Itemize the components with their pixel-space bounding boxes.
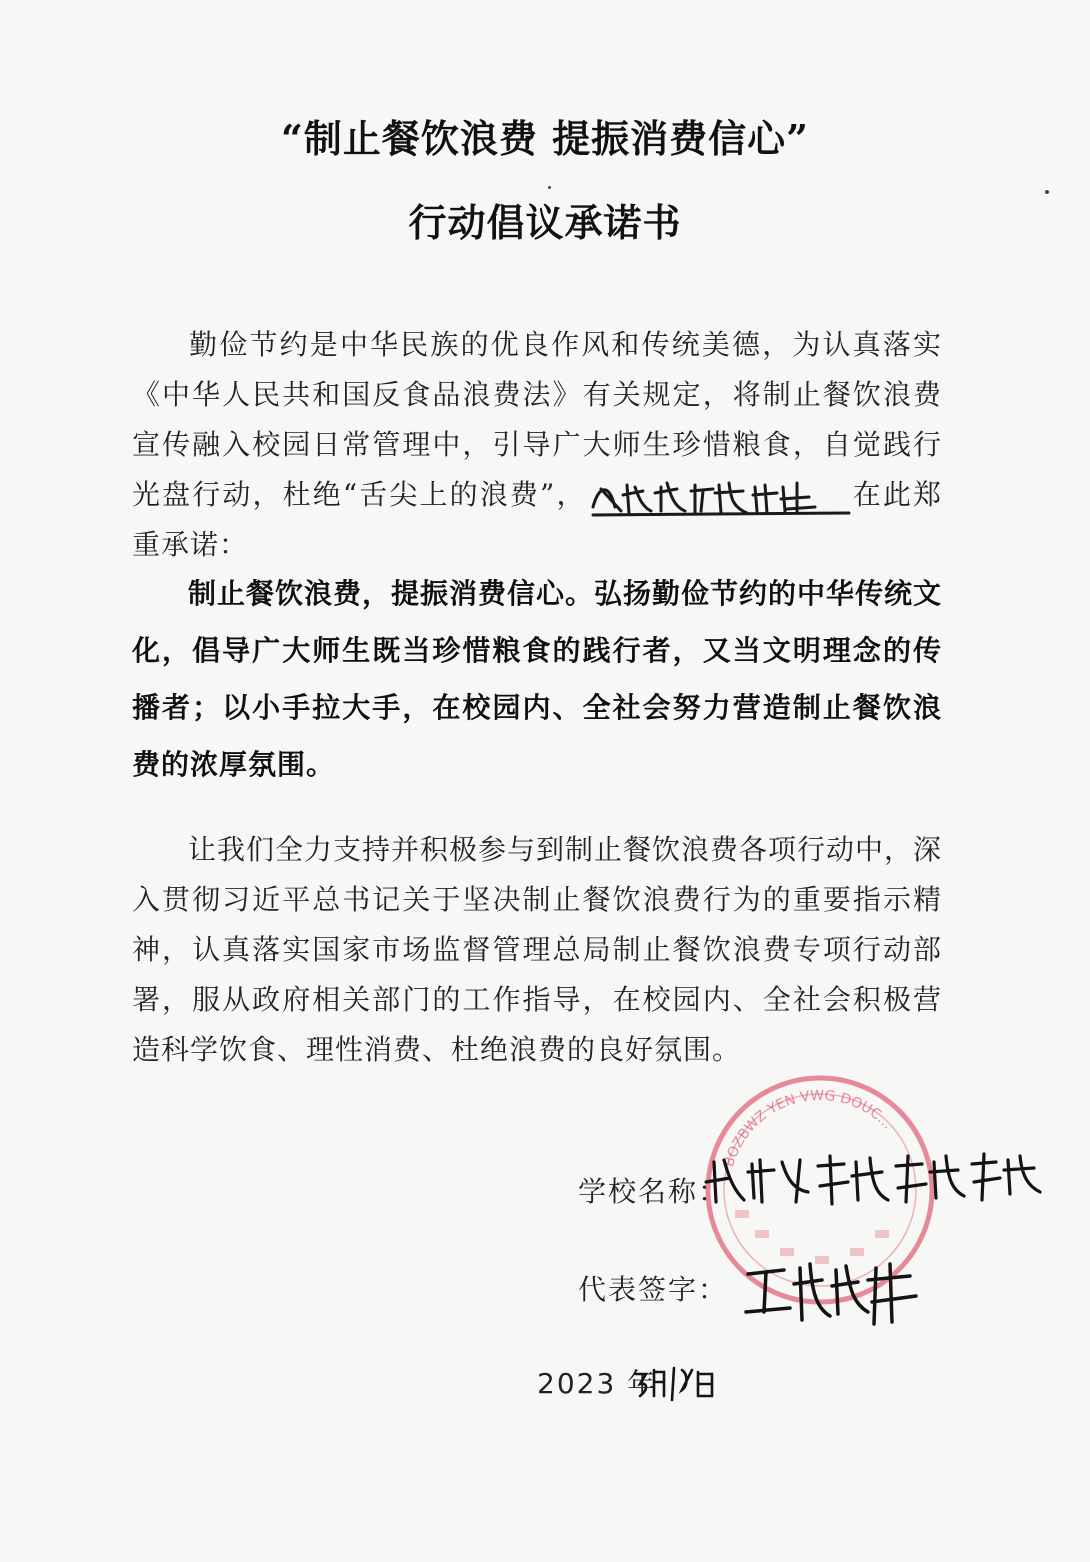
svg-text:BOZBWZ YEN VWG DOUC…: BOZBWZ YEN VWG DOUC… — [721, 1087, 896, 1169]
paragraph-2 — [132, 565, 942, 793]
document-title-line1: “制止餐饮浪费 提振消费信心” — [281, 116, 809, 161]
handwritten-representative-signature — [740, 1250, 930, 1330]
paragraph-3-text: 让我们全力支持并积极参与到制止餐饮浪费各项行动中，深入贯彻习近平总书记关于坚决制止餐饮浪费行为的重要指示精神，认真落实国家市场监督管理总局制止餐饮浪费专项行动部署，服从政府相关部门的工作指导，在校园内、全社会积极营造科学饮食、理性消费、杜绝浪费的良好氛围。 — [132, 833, 943, 1066]
scan-speck — [548, 186, 551, 189]
scan-speck — [1045, 190, 1049, 194]
representative-row — [578, 1268, 728, 1308]
paragraph-2-text: 制止餐饮浪费，提振消费信心。弘扬勤俭节约的中华传统文化，倡导广大师生既当珍惜粮食的践行者，又当文明理念的传播者；以小手拉大手，在校园内、全社会努力营造制止餐饮浪费的浓厚氛围。 — [132, 577, 943, 781]
handwritten-school-staff — [587, 477, 852, 517]
handwritten-date — [632, 1362, 722, 1402]
representative-label: 代表签字： — [578, 1273, 729, 1306]
handwritten-school-name — [700, 1142, 1050, 1212]
date-year: 2023 年 — [537, 1367, 658, 1400]
paragraph-1-text-end: 在此郑重承诺： — [132, 478, 942, 561]
paragraph-1 — [132, 320, 942, 570]
paragraph-1-text: 勤俭节约是中华民族的优良作风和传统美德，为认真落实《中华人民共和国反食品浪费法》有关规定，将制止餐饮浪费宣传融入校园日常管理中，引导广大师生珍惜粮食，自觉践行光盘行动，杜绝“舌尖上的浪费”， — [132, 328, 942, 511]
document-title-line2: 行动倡议承诺书 — [408, 200, 682, 245]
paragraph-3 — [132, 825, 942, 1075]
school-name-label: 学校名称： — [578, 1175, 729, 1208]
